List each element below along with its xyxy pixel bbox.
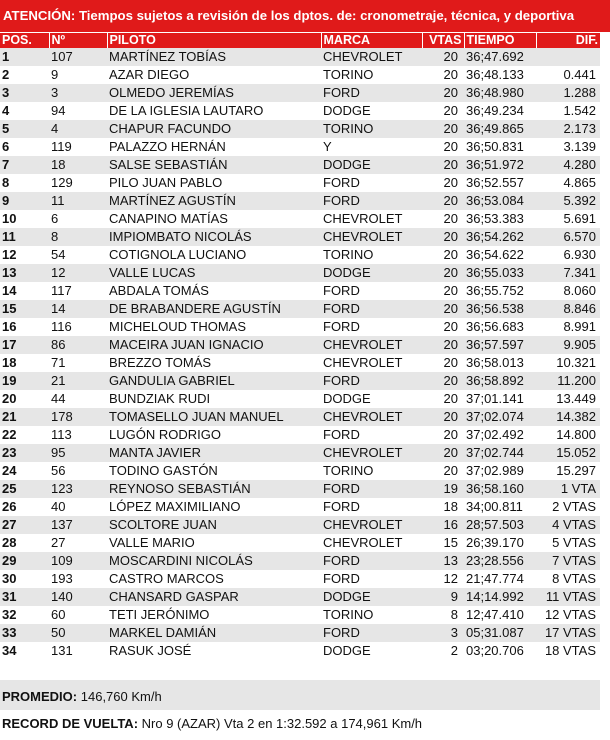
cell-driver: SALSE SEBASTIÁN [107,156,321,174]
cell-laps: 13 [422,552,464,570]
cell-difference: 2 VTAS [536,498,600,516]
cell-brand: CHEVROLET [321,336,422,354]
cell-position: 6 [0,138,49,156]
cell-brand: FORD [321,570,422,588]
table-row [0,444,600,462]
cell-position: 34 [0,642,49,660]
cell-laps: 20 [422,156,464,174]
cell-position: 1 [0,48,49,66]
cell-brand: Y [321,138,422,156]
cell-brand: TORINO [321,606,422,624]
cell-car-number: 140 [49,588,107,606]
table-row [0,354,600,372]
cell-car-number: 3 [49,84,107,102]
cell-driver: BUNDZIAK RUDI [107,390,321,408]
cell-driver: MOSCARDINI NICOLÁS [107,552,321,570]
cell-laps: 8 [422,606,464,624]
cell-driver: GANDULIA GABRIEL [107,372,321,390]
cell-driver: BREZZO TOMÁS [107,354,321,372]
cell-position: 25 [0,480,49,498]
cell-position: 15 [0,300,49,318]
cell-car-number: 12 [49,264,107,282]
cell-brand: DODGE [321,264,422,282]
table-row [0,624,600,642]
cell-time: 37;02.074 [464,408,536,426]
cell-car-number: 50 [49,624,107,642]
table-row [0,282,600,300]
cell-laps: 20 [422,318,464,336]
cell-difference: 5.392 [536,192,600,210]
table-row [0,318,600,336]
cell-car-number: 94 [49,102,107,120]
cell-position: 31 [0,588,49,606]
lap-record-value: Nro 9 (AZAR) Vta 2 en 1:32.592 a 174,961 Km/h [141,716,423,731]
table-row [0,552,600,570]
cell-laps: 20 [422,408,464,426]
table-row [0,66,600,84]
cell-difference: 15.297 [536,462,600,480]
cell-car-number: 109 [49,552,107,570]
cell-difference: 11 VTAS [536,588,600,606]
cell-difference: 5 VTAS [536,534,600,552]
table-row [0,642,600,660]
cell-car-number: 4 [49,120,107,138]
cell-difference: 8.991 [536,318,600,336]
cell-car-number: 107 [49,48,107,66]
cell-time: 36;53.084 [464,192,536,210]
cell-car-number: 11 [49,192,107,210]
cell-time: 28;57.503 [464,516,536,534]
table-row [0,336,600,354]
cell-brand: FORD [321,498,422,516]
table-row [0,372,600,390]
cell-difference: 10.321 [536,354,600,372]
cell-difference: 4.865 [536,174,600,192]
cell-car-number: 137 [49,516,107,534]
cell-position: 22 [0,426,49,444]
table-row [0,246,600,264]
cell-time: 36;55.033 [464,264,536,282]
cell-car-number: 123 [49,480,107,498]
cell-position: 19 [0,372,49,390]
cell-car-number: 86 [49,336,107,354]
cell-car-number: 117 [49,282,107,300]
cell-driver: MANTA JAVIER [107,444,321,462]
cell-position: 16 [0,318,49,336]
cell-time: 36;56.538 [464,300,536,318]
cell-driver: PILO JUAN PABLO [107,174,321,192]
cell-difference: 15.052 [536,444,600,462]
cell-laps: 20 [422,372,464,390]
cell-driver: REYNOSO SEBASTIÁN [107,480,321,498]
cell-laps: 20 [422,282,464,300]
lap-record-label: RECORD DE VUELTA: [2,716,139,731]
cell-difference: 4.280 [536,156,600,174]
cell-driver: ABDALA TOMÁS [107,282,321,300]
cell-laps: 20 [422,102,464,120]
cell-time: 36;58.892 [464,372,536,390]
cell-position: 9 [0,192,49,210]
cell-difference: 6.930 [536,246,600,264]
cell-position: 30 [0,570,49,588]
cell-driver: CHANSARD GASPAR [107,588,321,606]
cell-laps: 9 [422,588,464,606]
cell-laps: 20 [422,174,464,192]
cell-car-number: 119 [49,138,107,156]
cell-laps: 20 [422,336,464,354]
cell-position: 27 [0,516,49,534]
cell-driver: VALLE MARIO [107,534,321,552]
cell-position: 10 [0,210,49,228]
header-brand: MARCA [321,33,422,48]
cell-laps: 15 [422,534,464,552]
table-row [0,390,600,408]
cell-car-number: 27 [49,534,107,552]
cell-car-number: 54 [49,246,107,264]
cell-time: 36;55.752 [464,282,536,300]
cell-position: 32 [0,606,49,624]
cell-difference: 6.570 [536,228,600,246]
cell-driver: PALAZZO HERNÁN [107,138,321,156]
results-body [0,48,600,660]
cell-brand: FORD [321,426,422,444]
cell-position: 24 [0,462,49,480]
cell-position: 7 [0,156,49,174]
cell-driver: COTIGNOLA LUCIANO [107,246,321,264]
header-car-number: Nº [49,33,107,48]
cell-time: 37;02.744 [464,444,536,462]
cell-car-number: 44 [49,390,107,408]
cell-brand: FORD [321,480,422,498]
cell-time: 37;02.989 [464,462,536,480]
cell-car-number: 116 [49,318,107,336]
table-row [0,498,600,516]
cell-time: 36;54.622 [464,246,536,264]
cell-laps: 20 [422,264,464,282]
cell-brand: DODGE [321,102,422,120]
cell-car-number: 40 [49,498,107,516]
cell-difference: 12 VTAS [536,606,600,624]
cell-laps: 18 [422,498,464,516]
cell-car-number: 129 [49,174,107,192]
cell-brand: CHEVROLET [321,408,422,426]
cell-position: 8 [0,174,49,192]
cell-laps: 20 [422,228,464,246]
cell-time: 36;57.597 [464,336,536,354]
cell-laps: 20 [422,210,464,228]
cell-time: 36;49.865 [464,120,536,138]
cell-brand: DODGE [321,390,422,408]
cell-car-number: 6 [49,210,107,228]
cell-brand: FORD [321,192,422,210]
cell-driver: MARTÍNEZ AGUSTÍN [107,192,321,210]
table-row [0,138,600,156]
cell-driver: MARKEL DAMIÁN [107,624,321,642]
cell-laps: 20 [422,66,464,84]
cell-car-number: 60 [49,606,107,624]
table-row [0,48,600,66]
cell-laps: 2 [422,642,464,660]
cell-driver: DE BRABANDERE AGUSTÍN [107,300,321,318]
cell-driver: TOMASELLO JUAN MANUEL [107,408,321,426]
cell-position: 2 [0,66,49,84]
table-row [0,462,600,480]
cell-time: 36;56.683 [464,318,536,336]
cell-car-number: 113 [49,426,107,444]
cell-laps: 3 [422,624,464,642]
table-row [0,102,600,120]
cell-brand: FORD [321,174,422,192]
race-results-table [0,33,600,660]
cell-driver: VALLE LUCAS [107,264,321,282]
cell-laps: 20 [422,48,464,66]
cell-position: 28 [0,534,49,552]
cell-brand: FORD [321,372,422,390]
cell-time: 26;39.170 [464,534,536,552]
cell-car-number: 21 [49,372,107,390]
cell-brand: CHEVROLET [321,516,422,534]
cell-driver: LUGÓN RODRIGO [107,426,321,444]
cell-driver: MARTÍNEZ TOBÍAS [107,48,321,66]
cell-time: 37;01.141 [464,390,536,408]
cell-time: 36;58.160 [464,480,536,498]
cell-laps: 16 [422,516,464,534]
table-row [0,120,600,138]
cell-position: 23 [0,444,49,462]
cell-brand: TORINO [321,462,422,480]
cell-position: 5 [0,120,49,138]
cell-car-number: 178 [49,408,107,426]
average-speed-label: PROMEDIO: [2,689,78,704]
cell-brand: TORINO [321,120,422,138]
cell-laps: 20 [422,426,464,444]
table-row [0,84,600,102]
cell-laps: 20 [422,84,464,102]
cell-car-number: 193 [49,570,107,588]
average-speed [2,689,162,704]
cell-difference: 0.441 [536,66,600,84]
table-row [0,480,600,498]
cell-driver: OLMEDO JEREMÍAS [107,84,321,102]
cell-car-number: 18 [49,156,107,174]
cell-laps: 20 [422,192,464,210]
cell-difference: 11.200 [536,372,600,390]
cell-position: 4 [0,102,49,120]
cell-brand: CHEVROLET [321,534,422,552]
cell-laps: 20 [422,138,464,156]
revision-notice-banner: ATENCIÓN: Tiempos sujetos a revisión de los dptos. de: cronometraje, técnica, y deportiva [0,0,610,32]
cell-time: 36;47.692 [464,48,536,66]
cell-difference: 9.905 [536,336,600,354]
table-row [0,210,600,228]
table-row [0,408,600,426]
cell-driver: SCOLTORE JUAN [107,516,321,534]
cell-brand: CHEVROLET [321,354,422,372]
cell-position: 21 [0,408,49,426]
table-row [0,300,600,318]
cell-time: 36;53.383 [464,210,536,228]
table-header-row [0,33,600,48]
cell-time: 12;47.410 [464,606,536,624]
cell-difference: 1.542 [536,102,600,120]
cell-driver: CHAPUR FACUNDO [107,120,321,138]
header-laps: VTAS [422,33,464,48]
cell-brand: FORD [321,84,422,102]
cell-driver: IMPIOMBATO NICOLÁS [107,228,321,246]
cell-difference: 8 VTAS [536,570,600,588]
header-time: TIEMPO [464,33,536,48]
cell-position: 3 [0,84,49,102]
cell-brand: CHEVROLET [321,444,422,462]
cell-difference: 8.846 [536,300,600,318]
cell-car-number: 9 [49,66,107,84]
cell-driver: AZAR DIEGO [107,66,321,84]
cell-laps: 12 [422,570,464,588]
cell-brand: CHEVROLET [321,48,422,66]
header-position: POS. [0,33,49,48]
cell-brand: CHEVROLET [321,228,422,246]
cell-difference: 7.341 [536,264,600,282]
table-row [0,228,600,246]
cell-driver: MICHELOUD THOMAS [107,318,321,336]
cell-difference: 4 VTAS [536,516,600,534]
cell-time: 36;49.234 [464,102,536,120]
cell-brand: DODGE [321,156,422,174]
cell-brand: TORINO [321,66,422,84]
cell-position: 18 [0,354,49,372]
cell-laps: 20 [422,462,464,480]
cell-time: 36;58.013 [464,354,536,372]
header-driver: PILOTO [107,33,321,48]
cell-driver: CANAPINO MATÍAS [107,210,321,228]
cell-car-number: 14 [49,300,107,318]
cell-position: 12 [0,246,49,264]
cell-difference: 1.288 [536,84,600,102]
cell-time: 36;51.972 [464,156,536,174]
cell-brand: FORD [321,624,422,642]
cell-time: 36;52.557 [464,174,536,192]
cell-time: 14;14.992 [464,588,536,606]
cell-laps: 20 [422,390,464,408]
header-difference: DIF. [536,33,600,48]
cell-difference: 18 VTAS [536,642,600,660]
cell-difference: 5.691 [536,210,600,228]
cell-time: 36;50.831 [464,138,536,156]
cell-difference: 3.139 [536,138,600,156]
cell-brand: DODGE [321,588,422,606]
cell-brand: DODGE [321,642,422,660]
cell-car-number: 8 [49,228,107,246]
cell-difference: 8.060 [536,282,600,300]
cell-difference: 13.449 [536,390,600,408]
cell-brand: FORD [321,552,422,570]
cell-difference: 17 VTAS [536,624,600,642]
cell-driver: LÓPEZ MAXIMILIANO [107,498,321,516]
lap-record [2,716,422,731]
average-speed-value: 146,760 Km/h [80,689,162,704]
table-row [0,156,600,174]
table-row [0,192,600,210]
table-row [0,264,600,282]
cell-time: 05;31.087 [464,624,536,642]
cell-car-number: 56 [49,462,107,480]
cell-driver: TETI JERÓNIMO [107,606,321,624]
cell-laps: 20 [422,246,464,264]
cell-position: 26 [0,498,49,516]
cell-brand: FORD [321,318,422,336]
cell-position: 33 [0,624,49,642]
cell-time: 21;47.774 [464,570,536,588]
cell-position: 17 [0,336,49,354]
cell-time: 37;02.492 [464,426,536,444]
cell-car-number: 71 [49,354,107,372]
cell-time: 03;20.706 [464,642,536,660]
cell-laps: 19 [422,480,464,498]
table-row [0,534,600,552]
cell-driver: RASUK JOSÉ [107,642,321,660]
cell-brand: FORD [321,300,422,318]
cell-car-number: 131 [49,642,107,660]
cell-driver: TODINO GASTÓN [107,462,321,480]
cell-brand: FORD [321,282,422,300]
cell-brand: TORINO [321,246,422,264]
table-row [0,426,600,444]
table-row [0,516,600,534]
cell-position: 11 [0,228,49,246]
cell-difference: 7 VTAS [536,552,600,570]
cell-position: 13 [0,264,49,282]
table-row [0,174,600,192]
cell-time: 36;48.133 [464,66,536,84]
cell-difference: 14.382 [536,408,600,426]
cell-difference: 2.173 [536,120,600,138]
cell-laps: 20 [422,120,464,138]
table-row [0,588,600,606]
cell-difference: 1 VTA [536,480,600,498]
cell-position: 20 [0,390,49,408]
cell-car-number: 95 [49,444,107,462]
cell-driver: DE LA IGLESIA LAUTARO [107,102,321,120]
cell-driver: MACEIRA JUAN IGNACIO [107,336,321,354]
cell-time: 36;54.262 [464,228,536,246]
cell-position: 14 [0,282,49,300]
cell-laps: 20 [422,354,464,372]
table-row [0,606,600,624]
cell-driver: CASTRO MARCOS [107,570,321,588]
cell-laps: 20 [422,300,464,318]
cell-brand: CHEVROLET [321,210,422,228]
cell-difference: 14.800 [536,426,600,444]
cell-time: 23;28.556 [464,552,536,570]
table-row [0,570,600,588]
cell-time: 34;00.811 [464,498,536,516]
cell-time: 36;48.980 [464,84,536,102]
cell-difference [536,48,600,66]
cell-position: 29 [0,552,49,570]
cell-laps: 20 [422,444,464,462]
